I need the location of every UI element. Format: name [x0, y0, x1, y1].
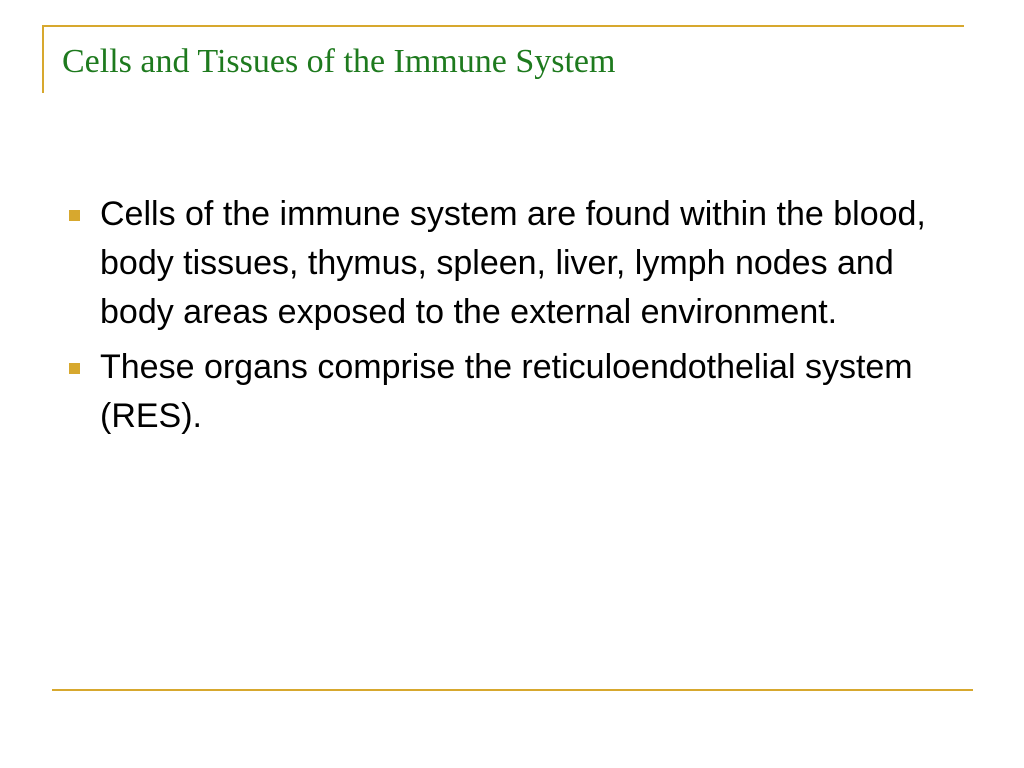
bullet-text: Cells of the immune system are found within the blood, body tissues, thymus, spleen, liver, lymph nodes and body areas exposed to the external environment. [100, 195, 926, 331]
square-bullet-icon [69, 210, 80, 221]
bullet-item [64, 190, 964, 337]
slide-title: Cells and Tissues of the Immune System [62, 43, 616, 80]
title-top-rule [42, 25, 964, 27]
square-bullet-icon [69, 363, 80, 374]
bullet-list [64, 190, 964, 447]
bullet-item [64, 343, 964, 441]
title-left-rule [42, 25, 44, 93]
footer-rule [52, 689, 973, 691]
bullet-text: These organs comprise the reticuloendothelial system (RES). [100, 348, 913, 435]
